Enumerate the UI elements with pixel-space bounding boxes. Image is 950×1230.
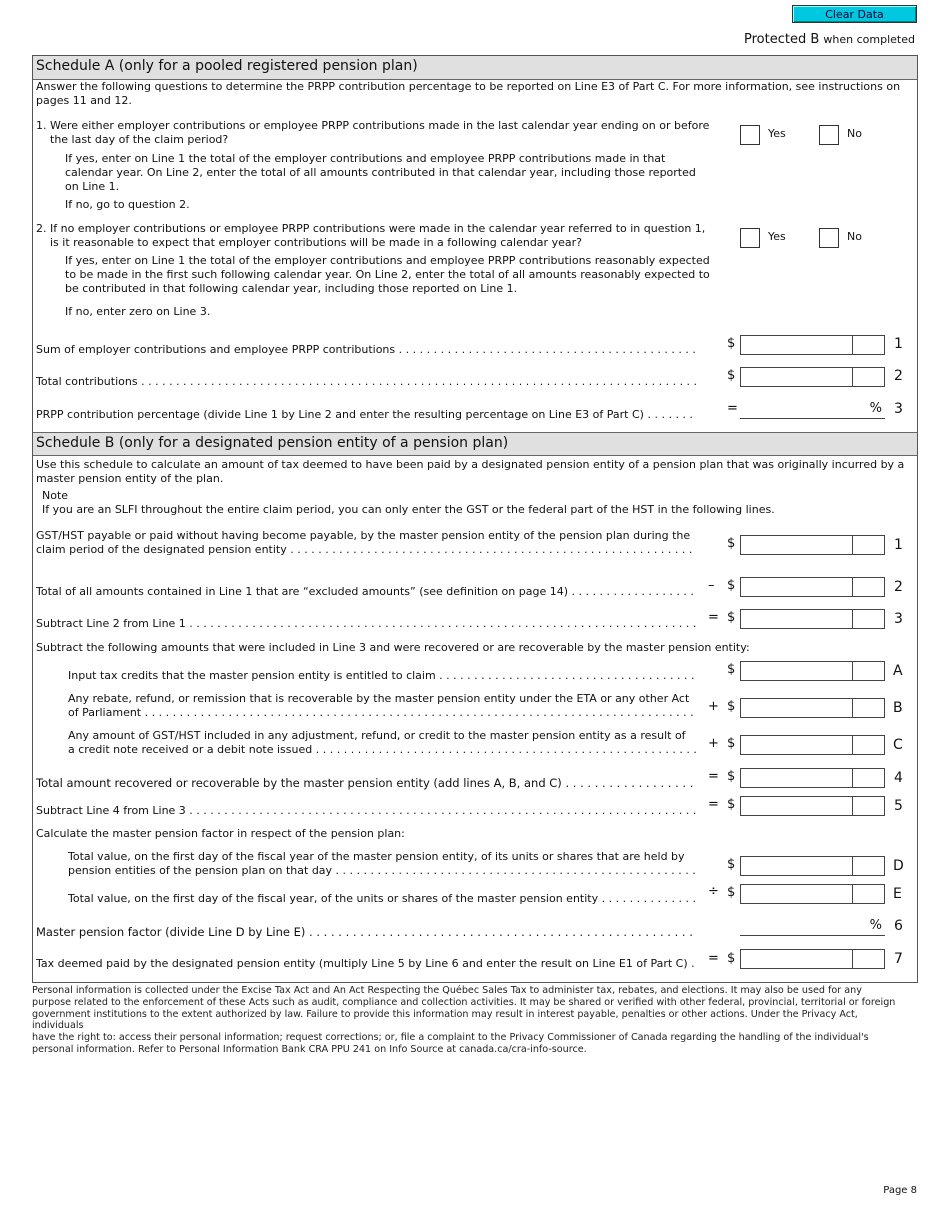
b-line-c-label-2: a credit note received or a debit note issued . . . [68,743,696,757]
q1-yes-instruction-1: If yes, enter on Line 1 the total of the employer contributions and employee PRPP contributions made in that [65,152,666,165]
b-line-1-label-1: GST/HST payable or paid without having become payable, by the master pension entity of the pension plan during the [36,529,691,542]
b-line-1-dollar: $ [727,536,736,551]
a-line-2-label: Total contributions . . . [36,375,696,389]
b-line-7-number: 7 [894,951,903,967]
q1-yes-label: Yes [768,127,786,140]
q2-no-label: No [847,230,862,243]
b-line-5-label: Subtract Line 4 from Line 3 . . . [36,804,696,818]
q1-yes-checkbox[interactable] [740,125,760,145]
b-line-7-dollars-field[interactable] [740,949,853,969]
b-line-b-plus: + [708,699,719,714]
b-line-1-cents-field[interactable] [853,535,885,555]
b-line-e-label: Total value, on the first day of the fiscal year, of the units or shares of the master pension entity . . . [68,892,696,906]
b-line-b-dollar: $ [727,699,736,714]
a-line-2-dollars-field[interactable] [740,367,853,387]
b-line-4-label: Total amount recovered or recoverable by the master pension entity (add lines A, B, and C) . . . [36,776,696,790]
note-title: Note [42,489,69,502]
b-line-6-percent-field[interactable] [740,916,885,936]
q1-no-label: No [847,127,862,140]
schedule-b-intro-2: master pension entity of the plan. [36,472,224,485]
b-line-4-equals: = [708,769,719,784]
b-line-5-dollar: $ [727,797,736,812]
b-line-2-dollar: $ [727,578,736,593]
b-line-b-letter: B [893,700,903,716]
privacy-line-5: personal information. Refer to Personal Information Bank CRA PPU 241 on Info Source at canada.ca/cra-info-source. [32,1043,587,1055]
b-line-a-cents-field[interactable] [853,661,885,681]
b-line-4-cents-field[interactable] [853,768,885,788]
a-line-1-number: 1 [894,336,903,352]
b-line-7-label: Tax deemed paid by the designated pension entity (multiply Line 5 by Line 6 and enter the result on Line E1 of Part C) . . . [36,957,696,971]
b-line-b-dollars-field[interactable] [740,698,853,718]
b-line-a-label: Input tax credits that the master pension entity is entitled to claim . . . [68,669,696,683]
a-line-1-dollars-field[interactable] [740,335,853,355]
b-line-3-dollar: $ [727,610,736,625]
a-line-1-cents-field[interactable] [853,335,885,355]
b-line-e-dollar: $ [727,885,736,900]
percent-sign: % [869,401,882,416]
b-line-c-cents-field[interactable] [853,735,885,755]
q2-yes-instruction-2: to be made in the first such following calendar year. On Line 2, enter the total of all amounts reasonably expected to [65,268,710,281]
b-line-c-dollars-field[interactable] [740,735,853,755]
b-line-3-number: 3 [894,611,903,627]
subtract-intro: Subtract the following amounts that were included in Line 3 and were recovered or are recoverable by the master pension entity: [36,641,750,654]
b-line-d-cents-field[interactable] [853,856,885,876]
schedule-a-intro-1: Answer the following questions to determine the PRPP contribution percentage to be reported on Line E3 of Part C. For more information, see instructions on [36,80,901,93]
b-line-2-minus: – [708,578,715,593]
a-line-2-cents-field[interactable] [853,367,885,387]
b-line-3-equals: = [708,610,719,625]
b-line-5-dollars-field[interactable] [740,796,853,816]
b-line-4-dollars-field[interactable] [740,768,853,788]
form-frame [32,55,918,983]
schedule-a-title: Schedule A (only for a pooled registered pension plan) [33,56,917,80]
b-line-1-dollars-field[interactable] [740,535,853,555]
protected-sub: when completed [823,33,915,46]
percent-sign: % [869,918,882,933]
q2-yes-label: Yes [768,230,786,243]
privacy-line-3: government institutions to the extent authorized by law. Failure to provide this information may result in interest payable, penalties or other actions. Under the Privacy Act, individuals [32,1008,858,1032]
schedule-b-title: Schedule B (only for a designated pension entity of a pension plan) [33,432,917,456]
q1-no-instruction: If no, go to question 2. [65,198,190,211]
b-line-2-label: Total of all amounts contained in Line 1 that are “excluded amounts” (see definition on page 14) . . . [36,585,696,599]
b-line-7-equals: = [708,951,719,966]
schedule-a-intro-2: pages 11 and 12. [36,94,132,107]
b-line-1-number: 1 [894,537,903,553]
b-line-e-cents-field[interactable] [853,884,885,904]
q1-yes-instruction-2: calendar year. On Line 2, enter the total of all amounts contributed in that calendar year, including those reported [65,166,696,179]
question-1-text-2: the last day of the claim period? [50,133,229,146]
privacy-notice [32,985,912,1056]
q1-yes-instruction-3: on Line 1. [65,180,120,193]
b-line-c-label-1: Any amount of GST/HST included in any adjustment, refund, or credit to the master pension entity as a result of [68,729,686,742]
a-line-1-dollar: $ [727,336,736,351]
a-line-3-number: 3 [894,401,903,417]
b-line-3-cents-field[interactable] [853,609,885,629]
b-line-2-number: 2 [894,579,903,595]
b-line-6-label: Master pension factor (divide Line D by Line E) . . . [36,925,696,939]
b-line-2-dollars-field[interactable] [740,577,853,597]
a-line-3-equals: = [727,401,738,416]
question-1-text: 1. Were either employer contributions or employee PRPP contributions made in the last calendar year ending on or before [36,119,710,132]
b-line-7-dollar: $ [727,951,736,966]
b-line-1-label-2: claim period of the designated pension entity . . . [36,543,696,557]
schedule-b-intro-1: Use this schedule to calculate an amount of tax deemed to have been paid by a designated pension entity of a pension plan that was originally incurred by a [36,458,905,471]
b-line-e-letter: E [893,886,902,902]
b-line-b-label-2: of Parliament . . . [68,706,696,720]
q2-yes-instruction-1: If yes, enter on Line 1 the total of the employer contributions and employee PRPP contributions reasonably expected [65,254,710,267]
b-line-a-dollars-field[interactable] [740,661,853,681]
b-line-5-cents-field[interactable] [853,796,885,816]
b-line-6-number: 6 [894,918,903,934]
b-line-d-dollars-field[interactable] [740,856,853,876]
b-line-4-dollar: $ [727,769,736,784]
b-line-c-plus: + [708,736,719,751]
b-line-3-label: Subtract Line 2 from Line 1 . . . [36,617,696,631]
b-line-7-cents-field[interactable] [853,949,885,969]
question-2-text: 2. If no employer contributions or employee PRPP contributions were made in the calendar year referred to in question 1, [36,222,706,235]
q1-no-checkbox[interactable] [819,125,839,145]
q2-yes-instruction-3: be contributed in that following calendar year, including those reported on Line 1. [65,282,518,295]
a-line-2-number: 2 [894,368,903,384]
b-line-b-label-1: Any rebate, refund, or remission that is recoverable by the master pension entity under the ETA or any other Act [68,692,690,705]
q2-no-instruction: If no, enter zero on Line 3. [65,305,211,318]
clear-data-button[interactable]: Clear Data [792,5,917,23]
b-line-5-number: 5 [894,798,903,814]
b-line-a-dollar: $ [727,662,736,677]
factor-intro: Calculate the master pension factor in respect of the pension plan: [36,827,405,840]
b-line-c-letter: C [893,737,903,753]
a-line-2-dollar: $ [727,368,736,383]
protected-main: Protected B [744,32,820,47]
page-number: Page 8 [883,1185,917,1196]
note-text: If you are an SLFI throughout the entire claim period, you can only enter the GST or the federal part of the HST in the following lines. [42,503,775,516]
b-line-3-dollars-field[interactable] [740,609,853,629]
a-line-3-label: PRPP contribution percentage (divide Line 1 by Line 2 and enter the resulting percentage on Line E3 of Part C) . . . [36,408,696,422]
protected-b-notice [744,32,915,47]
b-line-c-dollar: $ [727,736,736,751]
a-line-3-percent-field[interactable] [740,399,885,419]
b-line-5-equals: = [708,797,719,812]
b-line-a-letter: A [893,663,903,679]
privacy-line-2: purpose related to the enforcement of these Acts such as audit, compliance and collection activities. It may be shared or verified with other federal, provincial, territorial or foreign [32,996,896,1008]
privacy-line-1: Personal information is collected under the Excise Tax Act and An Act Respecting the Québec Sales Tax to administer tax, rebates, and elections. It may also be used for any [32,985,862,996]
question-2-text-2: is it reasonable to expect that employer contributions will be made in a following calendar year? [50,236,582,249]
b-line-4-number: 4 [894,770,903,786]
q2-yes-checkbox[interactable] [740,228,760,248]
b-line-d-dollar: $ [727,857,736,872]
b-line-d-label-1: Total value, on the first day of the fiscal year of the master pension entity, of its units or shares that are held by [68,850,685,863]
privacy-line-4: have the right to: access their personal information; request corrections; or, file a complaint to the Privacy Commissioner of Canada regarding the handling of the individual's [32,1032,869,1044]
b-line-d-label-2: pension entities of the pension plan on that day . . . [68,864,696,878]
b-line-d-letter: D [893,858,904,874]
b-line-e-divide: ÷ [708,884,719,899]
a-line-1-label: Sum of employer contributions and employee PRPP contributions . . . [36,343,696,357]
b-line-2-cents-field[interactable] [853,577,885,597]
b-line-b-cents-field[interactable] [853,698,885,718]
b-line-e-dollars-field[interactable] [740,884,853,904]
q2-no-checkbox[interactable] [819,228,839,248]
